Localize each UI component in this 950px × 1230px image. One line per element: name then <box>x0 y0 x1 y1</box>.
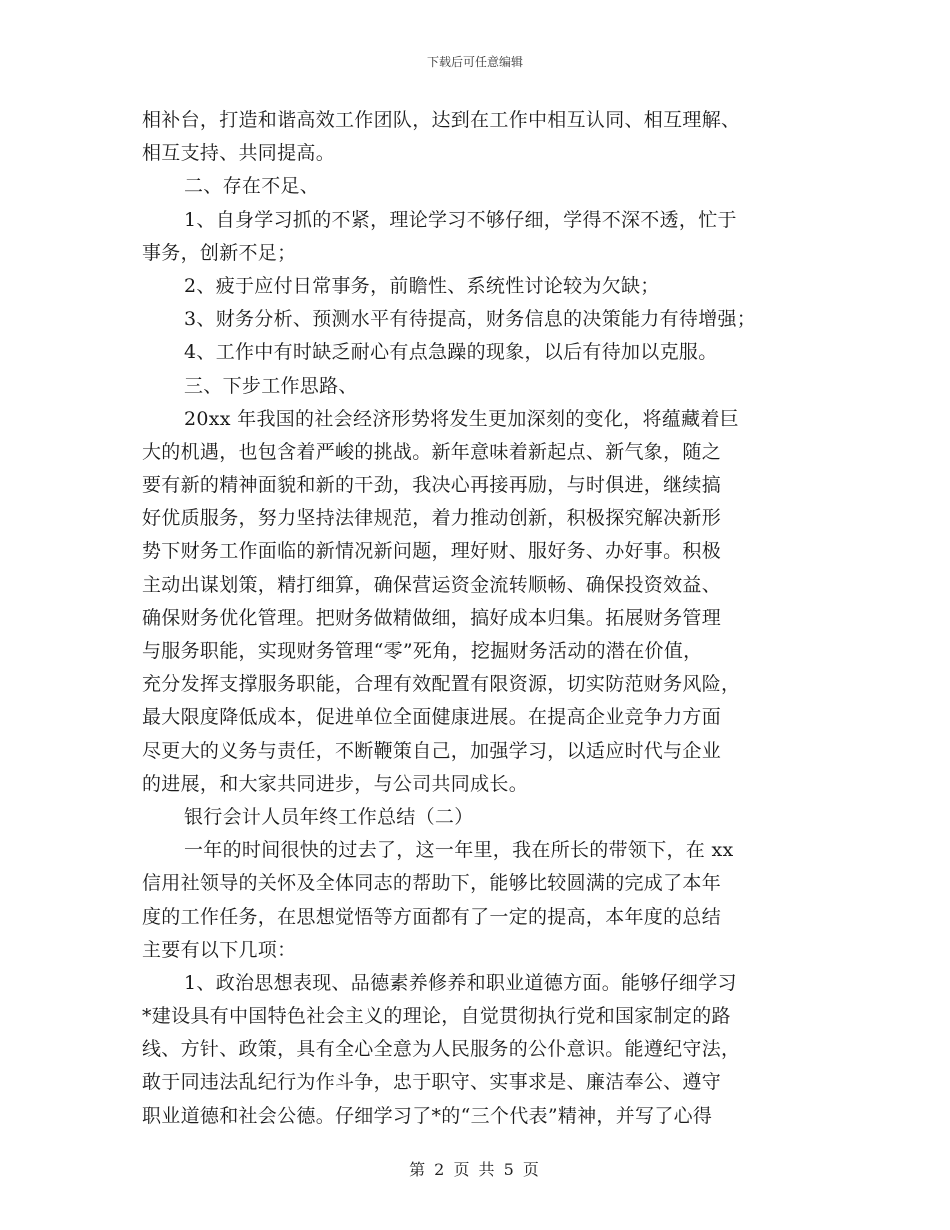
section-heading: 三、下步工作思路、 <box>184 374 358 397</box>
text-line: 的进展，和大家共同进步，与公司共同成长。 <box>142 772 529 795</box>
text-line: 线、方针、政策，具有全心全意为人民服务的公仆意识。能遵纪守法， <box>142 1038 741 1061</box>
document-body <box>142 104 812 1133</box>
text-line: 1、政治思想表现、品德素养修养和职业道德方面。能够仔细学习 <box>184 971 737 994</box>
text-line: 1、自身学习抓的不紧，理论学习不够仔细，学得不深不透，忙于 <box>184 208 737 231</box>
text-line: 20xx 年我国的社会经济形势将发生更加深刻的变化，将蕴藏着巨 <box>184 407 739 430</box>
text-line: 充分发挥支撑服务职能，合理有效配置有限资源，切实防范财务风险， <box>142 673 741 696</box>
text-line: 确保财务优化管理。把财务做精做细，搞好成本归集。拓展财务管理 <box>142 606 722 629</box>
page-header-note: 下载后可任意编辑 <box>426 55 523 69</box>
text-line: 相互支持、共同提高。 <box>142 142 336 165</box>
text-line: 相补台，打造和谐高效工作团队，达到在工作中相互认同、相互理解、 <box>142 109 741 131</box>
text-line: 尽更大的义务与责任，不断鞭策自己，加强学习，以适应时代与企业 <box>142 739 722 762</box>
text-line: 2、疲于应付日常事务，前瞻性、系统性讨论较为欠缺； <box>184 274 660 297</box>
text-line: 大的机遇，也包含着严峻的挑战。新年意味着新起点、新气象，随之 <box>142 440 722 463</box>
text-line: 4、工作中有时缺乏耐心有点急躁的现象，以后有待加以克服。 <box>184 341 718 364</box>
text-line: *建设具有中国特色社会主义的理论，自觉贯彻执行党和国家制定的路 <box>142 1005 731 1028</box>
text-line: 3、财务分析、预测水平有待提高，财务信息的决策能力有待增强； <box>184 308 757 331</box>
text-line: 度的工作任务，在思想觉悟等方面都有了一定的提高，本年度的总结 <box>142 905 722 928</box>
document-subtitle: 银行会计人员年终工作总结（二） <box>184 805 474 828</box>
section-heading: 二、存在不足、 <box>184 175 320 198</box>
text-line: 好优质服务，努力坚持法律规范，着力推动创新，积极探究解决新形 <box>142 507 722 530</box>
text-line: 主要有以下几项： <box>142 938 297 961</box>
text-line: 信用社领导的关怀及全体同志的帮助下，能够比较圆满的完成了本年 <box>142 872 722 895</box>
text-line: 事务，创新不足； <box>142 241 297 264</box>
text-line: 一年的时间很快的过去了，这一年里，我在所长的带领下，在 xx <box>184 839 734 862</box>
text-line: 势下财务工作面临的新情况新问题，理好财、服好务、办好事。积极 <box>142 540 722 563</box>
text-line: 主动出谋划策，精打细算，确保营运资金流转顺畅、确保投资效益、 <box>142 573 722 596</box>
text-line: 最大限度降低成本，促进单位全面健康进展。在提高企业竞争力方面 <box>142 706 722 729</box>
page-number: 第 2 页 共 5 页 <box>409 1160 541 1179</box>
text-line: 职业道德和社会公德。仔细学习了*的“三个代表”精神，并写了心得 <box>142 1104 713 1127</box>
text-line: 敢于同违法乱纪行为作斗争，忠于职守、实事求是、廉洁奉公、遵守 <box>142 1071 722 1094</box>
text-line: 与服务职能，实现财务管理“零”死角，挖掘财务活动的潜在价值， <box>142 640 703 662</box>
text-line: 要有新的精神面貌和新的干劲，我决心再接再励，与时俱进，继续搞 <box>142 474 722 497</box>
